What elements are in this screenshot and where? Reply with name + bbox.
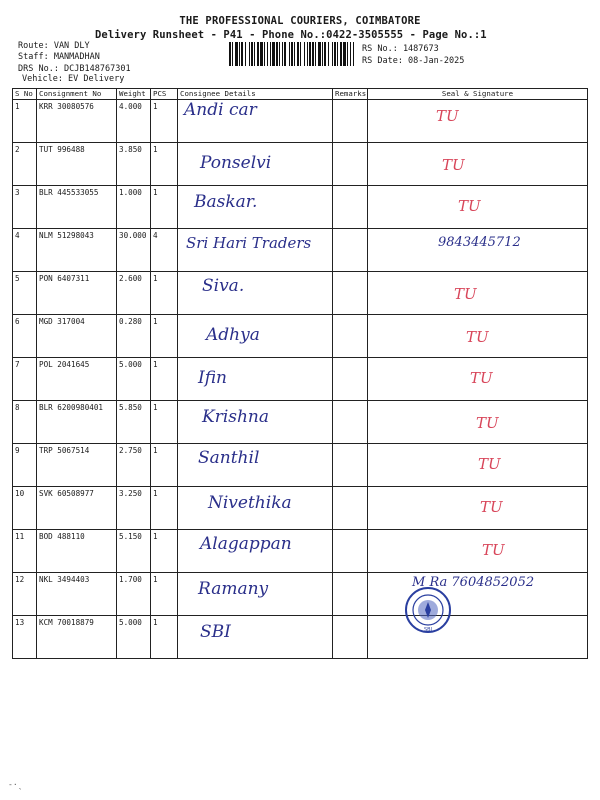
row-pcs: 1 xyxy=(151,272,178,315)
drs-label: DRS No.: DCJB148767301 xyxy=(18,64,131,74)
row-sno: 4 xyxy=(13,229,37,272)
table-row xyxy=(13,229,588,272)
row-weight: 5.000 xyxy=(117,616,151,659)
row-pcs: 1 xyxy=(151,358,178,401)
route-label: Route: VAN DLY xyxy=(18,41,90,51)
row-seal-signature xyxy=(368,229,588,272)
row-weight: 2.750 xyxy=(117,444,151,487)
row-consignee-details xyxy=(178,100,333,143)
row-sno: 11 xyxy=(13,530,37,573)
vehicle-label: Vehicle: EV Delivery xyxy=(22,74,125,84)
row-consignment-no: POL 2041645 xyxy=(37,358,117,401)
seal-label: SBI xyxy=(423,627,433,633)
row-pcs: 1 xyxy=(151,401,178,444)
row-seal-signature xyxy=(368,401,588,444)
consignee-handwriting: Ponselvi xyxy=(200,153,272,173)
header-consignment-no: Consignment No xyxy=(37,89,117,100)
signature-initials: TU xyxy=(442,156,465,174)
row-consignment-no: BOD 488110 xyxy=(37,530,117,573)
row-pcs: 1 xyxy=(151,573,178,616)
row-remarks xyxy=(333,272,368,315)
row-sno: 7 xyxy=(13,358,37,401)
signature-phone: 9843445712 xyxy=(438,235,521,250)
table-row xyxy=(13,272,588,315)
row-pcs: 4 xyxy=(151,229,178,272)
row-sno: 2 xyxy=(13,143,37,186)
barcode-bar xyxy=(343,42,346,66)
barcode-bar xyxy=(309,42,311,66)
table-row xyxy=(13,444,588,487)
row-pcs: 1 xyxy=(151,530,178,573)
row-remarks xyxy=(333,401,368,444)
row-remarks xyxy=(333,530,368,573)
runsheet-title: THE PROFESSIONAL COURIERS, COIMBATORE xyxy=(179,15,421,27)
barcode-bar xyxy=(332,42,333,66)
barcode-bar xyxy=(291,42,293,66)
row-seal-signature xyxy=(368,616,588,659)
consignee-handwriting: Adhya xyxy=(206,325,260,345)
row-remarks xyxy=(333,100,368,143)
header-sno: S No xyxy=(13,89,37,100)
barcode-bar xyxy=(235,42,238,66)
row-remarks xyxy=(333,229,368,272)
barcode-bar xyxy=(353,42,354,66)
row-weight: 2.600 xyxy=(117,272,151,315)
barcode-bar xyxy=(315,42,316,66)
barcode-bar xyxy=(267,42,268,66)
row-seal-signature xyxy=(368,100,588,143)
row-consignee-details xyxy=(178,616,333,659)
row-sno: 10 xyxy=(13,487,37,530)
barcode-bar xyxy=(312,42,314,66)
staff-label: Staff: MANMADHAN xyxy=(18,52,100,62)
table-row xyxy=(13,143,588,186)
row-seal-signature xyxy=(368,530,588,573)
row-weight: 3.850 xyxy=(117,143,151,186)
row-consignment-no: PON 6407311 xyxy=(37,272,117,315)
barcode-bar xyxy=(304,42,305,66)
consignee-handwriting: Andi car xyxy=(184,100,257,120)
row-pcs: 1 xyxy=(151,143,178,186)
signature-initials: TU xyxy=(482,541,505,559)
row-consignee-details xyxy=(178,573,333,616)
signature-initials: TU xyxy=(470,369,493,387)
signature-initials: TU xyxy=(436,107,459,125)
row-seal-signature xyxy=(368,444,588,487)
barcode-bar xyxy=(337,42,338,66)
consignee-handwriting: Santhil xyxy=(198,448,260,468)
header-pcs: PCS xyxy=(151,89,178,100)
signature-initials: TU xyxy=(466,328,489,346)
barcode-bar xyxy=(260,42,263,66)
row-remarks xyxy=(333,143,368,186)
row-remarks xyxy=(333,315,368,358)
row-consignment-no: NKL 3494403 xyxy=(37,573,117,616)
barcode-bar xyxy=(272,42,275,66)
signature-phone: M Ra 7604852052 xyxy=(412,575,535,590)
row-sno: 5 xyxy=(13,272,37,315)
row-consignment-no: KCM 70018879 xyxy=(37,616,117,659)
barcode-bar xyxy=(324,42,326,66)
header-consignee-details: Consignee Details xyxy=(178,89,333,100)
row-seal-signature xyxy=(368,487,588,530)
row-seal-signature xyxy=(368,315,588,358)
row-consignment-no: BLR 445533055 xyxy=(37,186,117,229)
signature-initials: TU xyxy=(478,455,501,473)
row-consignment-no: TUT 996488 xyxy=(37,143,117,186)
row-seal-signature xyxy=(368,358,588,401)
row-consignee-details xyxy=(178,401,333,444)
barcode-bar xyxy=(289,42,290,66)
table-row xyxy=(13,530,588,573)
barcode-bar xyxy=(251,42,253,66)
rs-number: RS No.: 1487673 xyxy=(362,44,439,54)
barcode-bar xyxy=(322,42,323,66)
row-consignment-no: TRP 5067514 xyxy=(37,444,117,487)
row-pcs: 1 xyxy=(151,100,178,143)
row-pcs: 1 xyxy=(151,487,178,530)
row-consignment-no: KRR 30080576 xyxy=(37,100,117,143)
barcode-bar xyxy=(282,42,283,66)
consignee-handwriting: Ramany xyxy=(198,579,269,599)
barcode-bar xyxy=(340,42,342,66)
signature-initials: TU xyxy=(480,498,503,516)
row-sno: 12 xyxy=(13,573,37,616)
row-weight: 1.000 xyxy=(117,186,151,229)
row-weight: 5.150 xyxy=(117,530,151,573)
barcode-bar xyxy=(276,42,278,66)
row-weight: 1.700 xyxy=(117,573,151,616)
row-consignment-no: NLM 51298043 xyxy=(37,229,117,272)
row-remarks xyxy=(333,487,368,530)
table-row xyxy=(13,315,588,358)
barcode-bar xyxy=(264,42,265,66)
barcode-bar xyxy=(297,42,299,66)
barcode-bar xyxy=(270,42,271,66)
table-header-row xyxy=(13,89,588,100)
barcode-bar xyxy=(279,42,280,66)
header-seal-signature: Seal & Signature xyxy=(368,89,588,100)
runsheet-subtitle: Delivery Runsheet - P41 - Phone No.:0422-3505555 - Page No.:1 xyxy=(95,29,487,41)
row-pcs: 1 xyxy=(151,616,178,659)
row-sno: 1 xyxy=(13,100,37,143)
barcode-image xyxy=(229,42,355,66)
corner-mark: -·ˎ xyxy=(8,780,23,789)
header-remarks: Remarks xyxy=(333,89,368,100)
row-remarks xyxy=(333,358,368,401)
barcode-bar xyxy=(300,42,301,66)
row-sno: 3 xyxy=(13,186,37,229)
barcode-bar xyxy=(241,42,243,66)
rs-date: RS Date: 08-Jan-2025 xyxy=(362,56,465,66)
barcode-bar xyxy=(245,42,246,66)
barcode-bar xyxy=(284,42,286,66)
row-consignee-details xyxy=(178,444,333,487)
consignee-handwriting: Baskar. xyxy=(194,192,258,212)
barcode-bar xyxy=(347,42,348,66)
row-sno: 9 xyxy=(13,444,37,487)
consignee-handwriting: Sri Hari Traders xyxy=(186,234,312,252)
row-weight: 5.850 xyxy=(117,401,151,444)
row-remarks xyxy=(333,186,368,229)
barcode-bar xyxy=(249,42,250,66)
row-pcs: 1 xyxy=(151,444,178,487)
row-consignment-no: SVK 60508977 xyxy=(37,487,117,530)
signature-initials: TU xyxy=(458,197,481,215)
row-consignment-no: BLR 6200980401 xyxy=(37,401,117,444)
header-weight: Weight xyxy=(117,89,151,100)
row-remarks xyxy=(333,573,368,616)
table-row xyxy=(13,616,588,659)
barcode-bar xyxy=(334,42,336,66)
row-weight: 0.280 xyxy=(117,315,151,358)
barcode-bar xyxy=(307,42,308,66)
row-seal-signature xyxy=(368,573,588,616)
row-pcs: 1 xyxy=(151,186,178,229)
row-weight: 5.000 xyxy=(117,358,151,401)
row-sno: 13 xyxy=(13,616,37,659)
row-consignee-details xyxy=(178,358,333,401)
table-row xyxy=(13,573,588,616)
table-row xyxy=(13,358,588,401)
barcode-bar xyxy=(318,42,321,66)
signature-initials: TU xyxy=(454,285,477,303)
table-row xyxy=(13,100,588,143)
row-consignee-details xyxy=(178,315,333,358)
row-seal-signature xyxy=(368,272,588,315)
row-consignee-details xyxy=(178,530,333,573)
row-remarks xyxy=(333,444,368,487)
table-row xyxy=(13,186,588,229)
signature-initials: TU xyxy=(476,414,499,432)
row-consignee-details xyxy=(178,487,333,530)
row-consignee-details xyxy=(178,186,333,229)
row-pcs: 1 xyxy=(151,315,178,358)
row-weight: 30.000 xyxy=(117,229,151,272)
row-consignee-details xyxy=(178,143,333,186)
consignee-handwriting: Ifin xyxy=(198,368,228,388)
barcode-bar xyxy=(239,42,240,66)
consignee-handwriting: Krishna xyxy=(202,407,270,427)
barcode-bar xyxy=(328,42,329,66)
row-consignee-details xyxy=(178,272,333,315)
barcode-bar xyxy=(232,42,233,66)
table-row xyxy=(13,487,588,530)
row-remarks xyxy=(333,616,368,659)
row-sno: 8 xyxy=(13,401,37,444)
row-weight: 3.250 xyxy=(117,487,151,530)
barcode-bar xyxy=(254,42,255,66)
bank-seal-stamp xyxy=(404,586,452,634)
barcode-bar xyxy=(229,42,231,66)
row-weight: 4.000 xyxy=(117,100,151,143)
barcode-bar xyxy=(294,42,295,66)
row-seal-signature xyxy=(368,186,588,229)
barcode-bar xyxy=(257,42,259,66)
barcode-bar xyxy=(350,42,351,66)
consignee-handwriting: SBI xyxy=(200,622,231,642)
row-seal-signature xyxy=(368,143,588,186)
row-consignment-no: MGD 317004 xyxy=(37,315,117,358)
consignee-handwriting: Siva. xyxy=(202,276,245,296)
consignee-handwriting: Alagappan xyxy=(200,534,292,554)
runsheet-table xyxy=(12,88,588,659)
consignee-handwriting: Nivethika xyxy=(208,493,292,513)
table-row xyxy=(13,401,588,444)
row-sno: 6 xyxy=(13,315,37,358)
row-consignee-details xyxy=(178,229,333,272)
